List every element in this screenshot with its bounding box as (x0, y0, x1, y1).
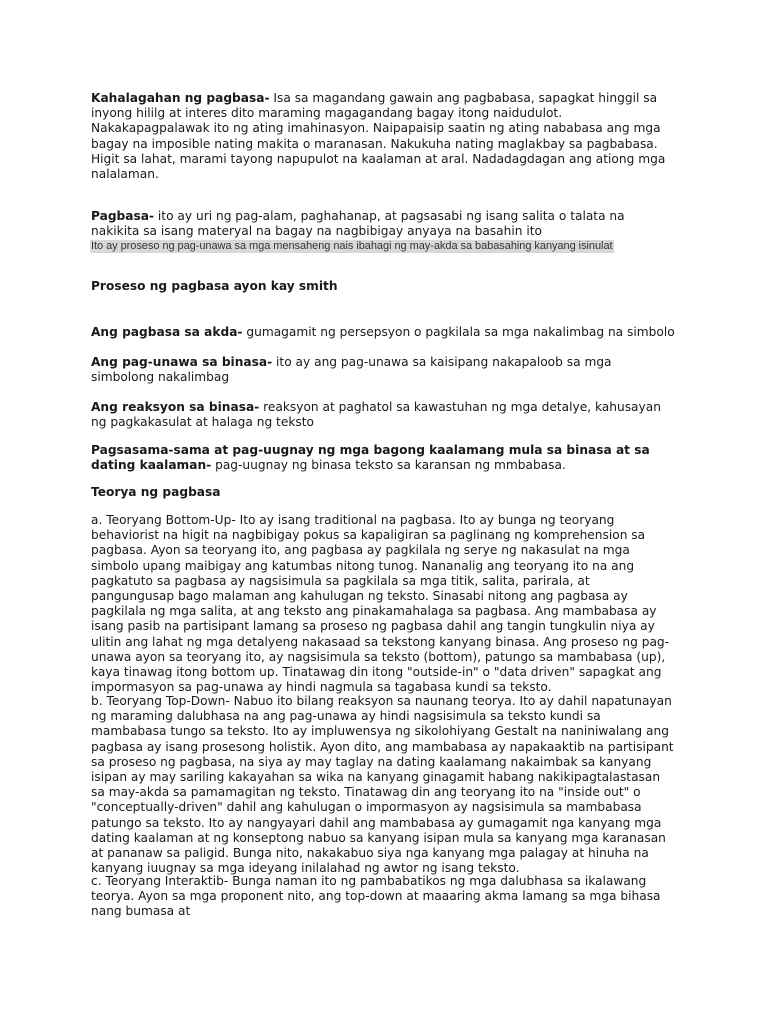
heading-proseso-smith (91, 279, 676, 294)
term-kahalagahan: Kahalagahan ng pagbasa- (91, 91, 270, 105)
term-pag-unawa: Ang pag-unawa sa binasa- (91, 355, 273, 369)
term-pagbasa-sa-akda: Ang pagbasa sa akda- (91, 325, 243, 339)
paragraph-teorya-b: b. Teoryang Top-Down- Nabuo ito bilang reaksyon sa naunang teorya. Ito ay dahil napatunayan ng maraming dalubhasa na ang pag-unawa ay hindi nagsisimula sa teksto kundi sa mambabasa tungo sa teksto. Ito ay impluwensya ng sikolohiyang Gestalt na naniniwalang ang pagbasa ay isang prosesong holistik. Ayon dito, ang mambabasa ay napakaaktib na partisipant sa proseso ng pagbasa, na siya ay may taglay na dating kaalamang nakaimbak sa kanyang isipan ay may sariling kakayahan sa wika na kanyang ginagamit habang nakikipagtalastasan sa may-akda sa pamamagitan ng teksto. Tinatawag din ang teoryang ito na "inside out" o "conceptually-driven" dahil ang kahulugan o impormasyon ay nagsisimula sa mambabasa patungo sa teksto. Ito ay nangyayari dahil ang mambabasa ay gumagamit nga kanyang mga dating kaalaman at ng konseptong nabuo sa kanyang isipan mula sa kanyang mga karanasan at pananaw sa paligid. Bunga nito, nakakabuo siya nga kanyang mga palagay at hinuha na kanyang iuugnay sa mga ideyang inilalahad ng awtor ng isang teksto. (91, 694, 674, 876)
heading-text: Teorya ng pagbasa (91, 485, 221, 499)
paragraph-pag-unawa (91, 355, 676, 385)
heading-text: Proseso ng pagbasa ayon kay smith (91, 279, 338, 293)
paragraph-pagbasa (91, 209, 676, 239)
highlighted-definition (90, 238, 690, 253)
paragraph-text: pag-uugnay ng binasa teksto sa karansan ng mmbabasa. (211, 458, 566, 473)
heading-teorya (91, 485, 676, 500)
paragraph-pagsasama (91, 443, 676, 473)
paragraph-text: ito ay ang pag-unawa sa kaisipang nakapaloob sa mga simbolong nakalimbag (91, 355, 612, 385)
paragraph-text: reaksyon at paghatol sa kawastuhan ng mga detalye, kahusayan ng pagkakasulat at halaga ng teksto (91, 400, 661, 430)
paragraph-teorya-a: a. Teoryang Bottom-Up- Ito ay isang traditional na pagbasa. Ito ay bunga ng teoryang behaviorist na higit na nagbibigay pokus sa kapaligiran sa paglinang ng komprehension sa pagbasa. Ayon sa teoryang ito, ang pagbasa ay pagkilala ng serye ng nakasulat na mga simbolo upang maibigay ang katumbas nitong tunog. Nananalig ang teoryang ito na ang pagkatuto sa pagbasa ay nagsisimula sa pagkilala sa mga titik, salita, parirala, at pangungusap bago malaman ang kahulugan ng teksto. Sinasabi nitong ang pagbasa ay pagkilala ng mga salita, at ang teksto ang pinakamahalaga sa pagbasa. Ang mambabasa ay isang pasib na partisipant lamang sa proseso ng pagbasa dahil ang tangin tungkulin niya ay ulitin ang lahat ng mga detalyeng nakasaad sa tekstong kanyang binasa. Ang proseso ng pag-unawa ayon sa teoryang ito, ay nagsisimula sa teksto (bottom), patungo sa mambabasa (up), kaya tinawag itong bottom up. Tinatawag din itong "outside-in" o "data driven" sapagkat ang impormasyon sa pag-unawa ay hindi nagmula sa tagabasa kundi sa teksto. (91, 513, 670, 695)
paragraph-text: ito ay uri ng pag-alam, paghahanap, at pagsasabi ng isang salita o talata na nakikita sa isang materyal na bagay na nagbibigay anyaya na basahin ito (91, 209, 625, 239)
paragraph-pagbasa-sa-akda (91, 325, 676, 340)
term-reaksyon: Ang reaksyon sa binasa- (91, 400, 260, 414)
highlight-text: Ito ay proseso ng pag-unawa sa mga mensaheng nais ibahagi ng may-akda sa babasahing kanyang isinulat (91, 240, 613, 252)
paragraph-text: Isa sa magandang gawain ang pagbabasa, sapagkat hinggil sa inyong hililg at interes dito maraming magagandang bagay itong naidudulot. Nakakapagpalawak ito ng ating imahinasyon. Naipapaisip saatin ng ating nababasa ang mga bagay na imposible nating makita o maranasan. Nakukuha nating maglakbay sa pagbabasa. Higit sa lahat, marami tayong napupulot na kaalaman at aral. Nadadagdagan ang ationg mga nalalaman. (91, 91, 666, 182)
term-pagbasa: Pagbasa- (91, 209, 155, 223)
paragraph-kahalagahan (91, 91, 676, 182)
paragraph-text: gumagamit ng persepsyon o pagkilala sa mga nakalimbag na simbolo (242, 325, 675, 339)
paragraph-teorya-c: c. Teoryang Interaktib- Bunga naman ito ng pambabatikos ng mga dalubhasa sa ikalawang teorya. Ayon sa mga proponent nito, ang top-down at maaaring akma lamang sa mga bihasa nang bumasa at (91, 874, 661, 919)
term-pagsasama: Pagsasama-sama at pag-uugnay ng mga bagong kaalamang mula sa binasa at sa dating kaalaman- (91, 443, 650, 473)
paragraph-reaksyon (91, 400, 676, 430)
